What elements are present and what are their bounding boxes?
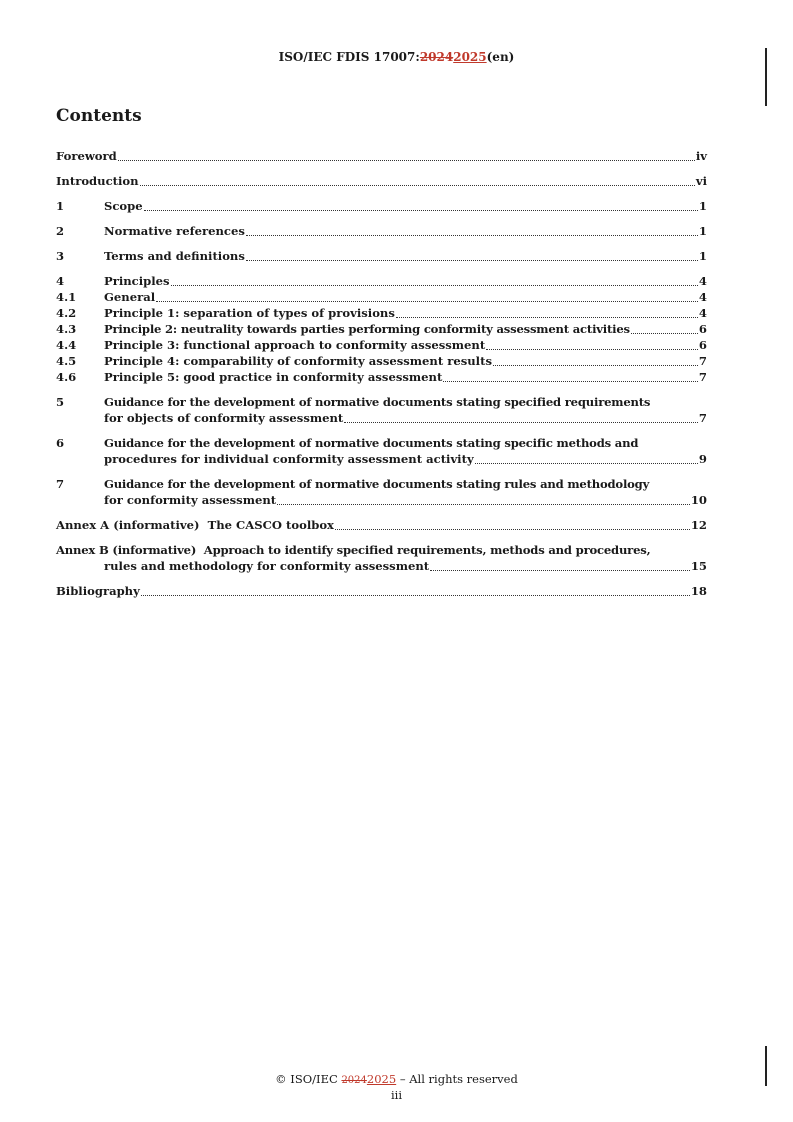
toc-title[interactable]: Principle 2: neutrality towards parties performing conformity assessment activities <box>104 322 630 336</box>
dot-leader <box>246 235 698 236</box>
footer-prefix: © ISO/IEC <box>275 1072 342 1086</box>
toc-entry-normative-references[interactable] <box>56 223 707 239</box>
toc-title[interactable]: Introduction <box>56 174 139 188</box>
dot-leader <box>246 260 698 261</box>
toc-number: 4 <box>56 274 65 288</box>
toc-page: 18 <box>690 584 707 598</box>
footer-deleted-year: 2024 <box>341 1075 367 1086</box>
toc-page: 7 <box>698 411 707 425</box>
toc-title[interactable]: Principle 1: separation of types of provisions <box>104 306 395 320</box>
toc-entry-terms-and-definitions[interactable] <box>56 248 707 264</box>
toc-entry-general[interactable] <box>56 289 707 305</box>
toc-title[interactable]: Terms and definitions <box>104 249 245 263</box>
toc-title-line-2[interactable]: rules and methodology for conformity assessment <box>104 559 430 573</box>
dot-leader <box>141 595 690 596</box>
header-inserted-year: 2025 <box>453 50 487 64</box>
toc-number: 4.2 <box>56 306 77 320</box>
dot-leader <box>335 529 690 530</box>
toc-page: iv <box>695 149 707 163</box>
toc-page: 1 <box>698 224 707 238</box>
toc-number: 5 <box>56 395 65 409</box>
toc-page: 7 <box>698 354 707 368</box>
dot-leader <box>631 333 698 334</box>
toc-number: 2 <box>56 224 65 238</box>
dot-leader <box>475 463 698 464</box>
toc-number: 7 <box>56 477 65 491</box>
toc-entry-principle-1[interactable] <box>56 305 707 321</box>
toc-page: 4 <box>698 290 707 304</box>
toc-title-line-2[interactable]: procedures for individual conformity assessment activity <box>104 452 474 466</box>
table-of-contents <box>56 148 707 599</box>
dot-leader <box>118 160 695 161</box>
toc-entry-guidance-specified-requirements[interactable] <box>56 394 707 426</box>
toc-page: 4 <box>698 274 707 288</box>
toc-title-line-1[interactable]: Guidance for the development of normative documents stating specified requirements <box>104 395 651 409</box>
toc-page: 10 <box>690 493 707 507</box>
toc-entry-guidance-specific-methods[interactable] <box>56 435 707 467</box>
toc-page: 7 <box>698 370 707 384</box>
toc-number: 4.5 <box>56 354 77 368</box>
footer-inserted-year: 2025 <box>366 1072 397 1086</box>
toc-entry-scope[interactable] <box>56 198 707 214</box>
toc-entry-principles[interactable] <box>56 273 707 289</box>
dot-leader <box>171 285 698 286</box>
toc-number: 4.3 <box>56 322 77 336</box>
toc-entry-introduction[interactable] <box>56 173 707 189</box>
dot-leader <box>344 422 698 423</box>
toc-title-line-1[interactable]: Annex B (informative) Approach to identify specified requirements, methods and procedures, <box>56 543 651 557</box>
toc-entry-foreword[interactable] <box>56 148 707 164</box>
toc-entry-annex-b[interactable] <box>56 542 707 574</box>
dot-leader <box>277 504 690 505</box>
dot-leader <box>144 210 698 211</box>
document-header <box>0 50 793 64</box>
toc-page: 4 <box>698 306 707 320</box>
document-footer <box>0 1072 793 1102</box>
toc-number: 3 <box>56 249 65 263</box>
dot-leader <box>443 381 698 382</box>
toc-entry-principle-2[interactable] <box>56 321 707 337</box>
copyright-line <box>0 1072 793 1088</box>
toc-title[interactable]: Principle 4: comparability of conformity assessment results <box>104 354 492 368</box>
dot-leader <box>486 349 698 350</box>
toc-number: 6 <box>56 436 65 450</box>
toc-entry-principle-3[interactable] <box>56 337 707 353</box>
toc-title[interactable]: Scope <box>104 199 143 213</box>
toc-title[interactable]: Principles <box>104 274 170 288</box>
toc-number: 4.6 <box>56 370 77 384</box>
toc-title[interactable]: Annex A (informative) The CASCO toolbox <box>56 518 334 532</box>
toc-page: 6 <box>698 338 707 352</box>
toc-page: 1 <box>698 199 707 213</box>
contents-title: Contents <box>56 106 142 126</box>
toc-page: 1 <box>698 249 707 263</box>
toc-title[interactable]: Normative references <box>104 224 245 238</box>
toc-page: 15 <box>690 559 707 573</box>
toc-title[interactable]: Bibliography <box>56 584 140 598</box>
toc-page: 6 <box>698 322 707 336</box>
dot-leader <box>430 570 690 571</box>
toc-title[interactable]: Principle 3: functional approach to conformity assessment <box>104 338 486 352</box>
toc-number: 1 <box>56 199 65 213</box>
toc-page: 12 <box>690 518 707 532</box>
toc-number: 4.1 <box>56 290 77 304</box>
toc-page: 9 <box>698 452 707 466</box>
dot-leader <box>396 317 698 318</box>
toc-number: 4.4 <box>56 338 77 352</box>
page-number: iii <box>390 1088 403 1102</box>
dot-leader <box>140 185 695 186</box>
header-deleted-year: 2024 <box>419 50 454 64</box>
dot-leader <box>156 301 698 302</box>
header-suffix: (en) <box>486 50 515 64</box>
toc-title-line-1[interactable]: Guidance for the development of normative documents stating rules and methodology <box>104 477 650 491</box>
toc-title-line-2[interactable]: for objects of conformity assessment <box>104 411 344 425</box>
toc-page: vi <box>695 174 707 188</box>
header-prefix: ISO/IEC FDIS 17007: <box>278 50 420 64</box>
toc-entry-guidance-rules-methodology[interactable] <box>56 476 707 508</box>
dot-leader <box>493 365 698 366</box>
toc-title-line-1[interactable]: Guidance for the development of normative documents stating specific methods and <box>104 436 639 450</box>
toc-entry-bibliography[interactable] <box>56 583 707 599</box>
toc-title-line-2[interactable]: for conformity assessment <box>104 493 277 507</box>
toc-entry-principle-4[interactable] <box>56 353 707 369</box>
toc-title[interactable]: Principle 5: good practice in conformity assessment <box>104 370 443 384</box>
toc-title[interactable]: General <box>104 290 156 304</box>
toc-entry-annex-a[interactable] <box>56 517 707 533</box>
footer-suffix: – All rights reserved <box>396 1072 518 1086</box>
toc-entry-principle-5[interactable] <box>56 369 707 385</box>
toc-title[interactable]: Foreword <box>56 149 117 163</box>
